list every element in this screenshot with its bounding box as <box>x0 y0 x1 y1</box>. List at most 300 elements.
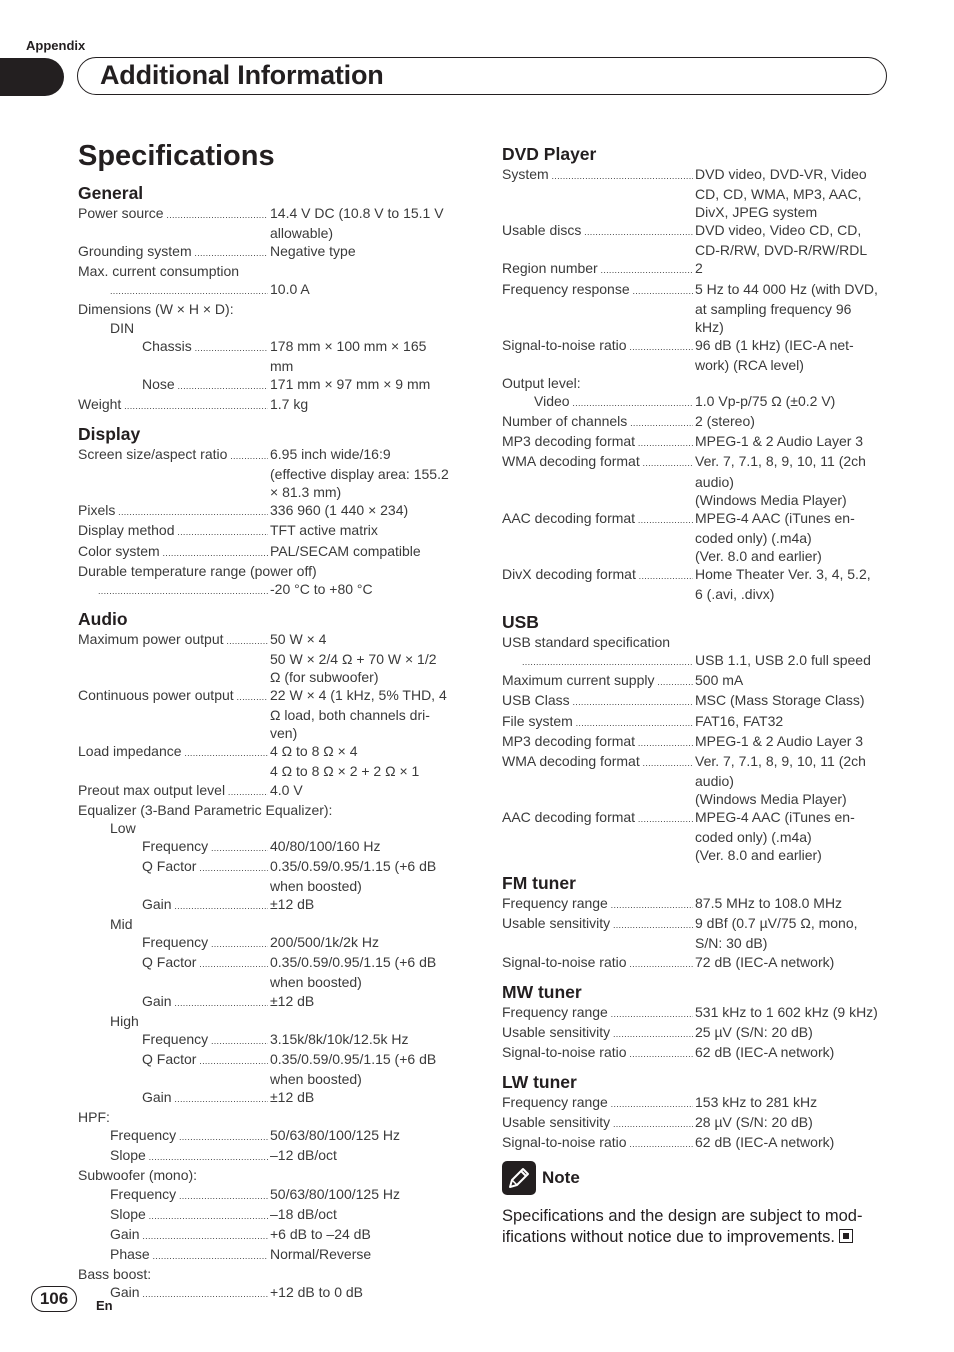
spec-label-text: Region number <box>502 260 598 277</box>
spec-label <box>78 521 268 541</box>
spec-value: 2 (stereo) <box>695 413 755 430</box>
spec-label <box>502 392 693 412</box>
spec-row <box>502 914 892 934</box>
spec-label-text: Gain <box>142 992 172 1009</box>
spec-label <box>502 432 693 452</box>
spec-label <box>78 1146 268 1166</box>
spec-label <box>78 501 268 521</box>
spec-value-continued: × 81.3 mm) <box>270 484 342 501</box>
spec-row <box>502 1133 892 1153</box>
spec-list <box>502 1093 892 1153</box>
spec-row <box>78 501 464 521</box>
spec-row <box>502 452 892 472</box>
spec-label <box>502 1003 693 1023</box>
spec-row <box>502 712 892 732</box>
spec-label-text: Chassis <box>142 337 192 354</box>
spec-section-fm-tuner <box>502 872 892 972</box>
spec-label <box>78 895 268 915</box>
spec-value: 28 µV (S/N: 20 dB) <box>695 1114 813 1131</box>
spec-label-text: Q Factor <box>142 1050 197 1067</box>
spec-label <box>78 1088 268 1108</box>
section-heading: DVD Player <box>502 144 597 164</box>
spec-value: 10.0 A <box>270 281 310 298</box>
spec-value-continued: Ω load, both channels dri- <box>270 707 430 724</box>
spec-value: 2 <box>695 260 703 277</box>
spec-label-text: Usable discs <box>502 222 582 239</box>
spec-row <box>502 1113 892 1133</box>
spec-label <box>502 1043 693 1063</box>
appendix-label: Appendix <box>26 38 86 53</box>
spec-label-text: DivX decoding format <box>502 565 636 582</box>
section-heading: FM tuner <box>502 873 576 894</box>
spec-label <box>78 242 268 262</box>
spec-value: +12 dB to 0 dB <box>270 1283 364 1300</box>
spec-text: Bass boost: <box>78 1265 152 1282</box>
section-heading: General <box>78 183 144 203</box>
spec-value-continued: when boosted) <box>270 1070 362 1087</box>
spec-label-text: Continuous power output <box>78 687 234 704</box>
spec-value: ±12 dB <box>270 896 315 913</box>
spec-row <box>502 259 892 279</box>
spec-row <box>78 953 464 973</box>
spec-value: MSC (Mass Storage Class) <box>695 692 865 709</box>
page-title: Specifications <box>78 140 275 172</box>
spec-label <box>78 1205 268 1225</box>
spec-value: 4.0 V <box>270 781 303 798</box>
spec-label <box>78 580 268 600</box>
spec-value: 9 dBf (0.7 µV/75 Ω, mono, <box>695 915 858 932</box>
note-header <box>502 1161 892 1195</box>
spec-label-text: MP3 decoding format <box>502 732 636 749</box>
spec-row <box>502 1023 892 1043</box>
end-of-section-icon <box>839 1229 853 1243</box>
spec-label-text: Color system <box>78 542 160 559</box>
spec-value: 50 W × 4 <box>270 630 327 647</box>
section-header <box>77 57 887 95</box>
spec-label <box>502 280 693 300</box>
spec-label-text: Frequency range <box>502 1003 608 1020</box>
spec-row <box>78 375 464 395</box>
spec-text: Low <box>110 819 136 836</box>
spec-label <box>502 165 693 185</box>
spec-row <box>78 1225 464 1245</box>
spec-value: Normal/Reverse <box>270 1245 372 1262</box>
spec-row <box>78 242 464 262</box>
spec-label-text: Signal-to-noise ratio <box>502 336 627 353</box>
spec-value: 171 mm × 97 mm × 9 mm <box>270 375 431 392</box>
spec-value-continued: at sampling frequency 96 <box>695 300 852 317</box>
spec-label-text: Slope <box>110 1147 146 1164</box>
spec-text: Output level: <box>502 375 581 392</box>
spec-list <box>78 445 464 600</box>
spec-value: MPEG-4 AAC (iTunes en- <box>695 809 855 825</box>
spec-value: MPEG-1 & 2 Audio Layer 3 <box>695 433 864 450</box>
spec-value-continued: kHz) <box>695 318 724 335</box>
spec-label <box>502 651 693 671</box>
spec-label <box>502 1113 693 1133</box>
spec-value-continued: allowable) <box>270 225 334 242</box>
spec-row <box>78 1030 464 1050</box>
spec-value: DVD video, DVD-VR, Video <box>695 166 867 182</box>
spec-row <box>502 671 892 691</box>
spec-label <box>78 953 268 973</box>
spec-label <box>78 337 268 357</box>
spec-label <box>78 837 268 857</box>
spec-label-text: WMA decoding format <box>502 453 640 470</box>
spec-label <box>78 1050 268 1070</box>
spec-label-text: Usable sensitivity <box>502 1023 611 1040</box>
spec-label-text: Signal-to-noise ratio <box>502 1043 627 1060</box>
spec-label-text: MP3 decoding format <box>502 433 636 450</box>
section-heading: LW tuner <box>502 1071 577 1092</box>
spec-label-text: File system <box>502 712 573 729</box>
spec-label <box>502 671 693 691</box>
spec-list <box>502 1003 892 1063</box>
spec-value: PAL/SECAM compatible <box>270 542 421 559</box>
right-column <box>502 143 892 1248</box>
spec-value-continued: (Windows Media Player) <box>695 790 847 807</box>
spec-label-text: Usable sensitivity <box>502 1114 611 1131</box>
spec-row <box>502 432 892 452</box>
page-language: En <box>96 1298 113 1313</box>
spec-list <box>502 894 892 972</box>
spec-value: 6.95 inch wide/16:9 <box>270 446 391 463</box>
spec-label <box>78 1030 268 1050</box>
note-body: Specifications and the design are subject to mod-ifications without notice due to improvements. <box>502 1207 863 1247</box>
spec-row <box>78 337 464 357</box>
spec-row <box>78 1050 464 1070</box>
spec-value-continued: 50 W × 2/4 Ω + 70 W × 1/2 <box>270 650 437 667</box>
spec-text: DIN <box>110 319 135 336</box>
spec-value: -20 °C to +80 °C <box>270 580 373 597</box>
spec-label <box>502 221 693 241</box>
spec-value: 1.7 kg <box>270 395 309 412</box>
spec-value-continued: (effective display area: 155.2 <box>270 466 449 483</box>
spec-row <box>502 165 892 185</box>
spec-list <box>78 204 464 415</box>
spec-value-continued: audio) <box>695 473 734 490</box>
spec-label-text: Q Factor <box>142 954 197 971</box>
spec-value: 14.4 V DC (10.8 V to 15.1 V <box>270 205 444 221</box>
spec-section-audio <box>78 608 464 1303</box>
left-column <box>78 182 464 1303</box>
spec-label <box>502 509 693 529</box>
spec-text: Max. current consumption <box>78 263 240 280</box>
spec-label <box>78 857 268 877</box>
right-column-sections <box>502 143 892 1153</box>
spec-label <box>502 1133 693 1153</box>
spec-label-text: Phase <box>110 1245 150 1262</box>
spec-value: 50/63/80/100/125 Hz <box>270 1127 400 1144</box>
spec-value: 3.15k/8k/10k/12.5k Hz <box>270 1030 409 1047</box>
spec-row <box>78 1126 464 1146</box>
section-header-title: Additional Information <box>100 60 384 90</box>
section-heading: MW tuner <box>502 981 582 1002</box>
spec-label-text: Signal-to-noise ratio <box>502 953 627 970</box>
spec-label-text: Gain <box>142 896 172 913</box>
spec-label-text: Display method <box>78 522 175 539</box>
spec-label-text: Nose <box>142 375 175 392</box>
spec-value: MPEG-4 AAC (iTunes en- <box>695 509 855 526</box>
spec-label-text: AAC decoding format <box>502 809 636 825</box>
spec-row <box>502 412 892 432</box>
spec-row <box>78 1283 464 1303</box>
spec-section-general <box>78 182 464 415</box>
spec-value-continued: S/N: 30 dB) <box>695 935 768 952</box>
spec-value-continued: ven) <box>270 725 298 742</box>
spec-value-continued: 4 Ω to 8 Ω × 2 + 2 Ω × 1 <box>270 763 420 780</box>
section-tab-marker <box>0 58 64 96</box>
spec-label-text: Frequency <box>142 1030 209 1047</box>
spec-row <box>78 445 464 465</box>
spec-label <box>502 565 693 585</box>
spec-row <box>78 742 464 762</box>
spec-label-text: Frequency range <box>502 895 608 912</box>
spec-text: Mid <box>110 916 133 933</box>
spec-value-continued: when boosted) <box>270 974 362 991</box>
spec-text: Subwoofer (mono): <box>78 1167 198 1184</box>
spec-value: 200/500/1k/2k Hz <box>270 934 379 951</box>
spec-label <box>78 204 268 224</box>
spec-label-text: Frequency <box>142 934 209 951</box>
spec-list <box>502 633 892 864</box>
spec-value: Negative type <box>270 243 356 260</box>
spec-value: –12 dB/oct <box>270 1147 337 1164</box>
spec-value-continued: Ω (for subwoofer) <box>270 668 379 685</box>
spec-row <box>502 221 892 241</box>
spec-value-continued: CD, CD, WMA, MP3, AAC, <box>695 186 862 203</box>
spec-row <box>78 521 464 541</box>
spec-row <box>502 280 892 300</box>
note-text <box>502 1206 894 1248</box>
spec-label <box>502 894 693 914</box>
spec-text: HPF: <box>78 1109 110 1126</box>
note-label: Note <box>542 1168 580 1188</box>
spec-label-text: Gain <box>110 1283 140 1300</box>
spec-value: Home Theater Ver. 3, 4, 5.2, <box>695 565 871 582</box>
spec-label-text: Screen size/aspect ratio <box>78 446 228 463</box>
spec-value: 1.0 Vp-p/75 Ω (±0.2 V) <box>695 393 836 410</box>
spec-value: 25 µV (S/N: 20 dB) <box>695 1023 813 1040</box>
spec-section-display <box>78 423 464 600</box>
spec-label <box>502 452 693 472</box>
spec-label-text: Load impedance <box>78 743 182 760</box>
spec-value: ±12 dB <box>270 992 315 1009</box>
pencil-icon <box>502 1161 536 1195</box>
spec-label <box>78 933 268 953</box>
page-number: 106 <box>31 1286 77 1312</box>
spec-value: 336 960 (1 440 × 234) <box>270 502 409 519</box>
spec-value-continued: 6 (.avi, .divx) <box>695 586 775 603</box>
spec-value-continued: CD-R/RW, DVD-R/RW/RDL <box>695 242 868 259</box>
spec-text: Dimensions (W × H × D): <box>78 301 234 318</box>
spec-list <box>78 630 464 1303</box>
spec-label-text: Signal-to-noise ratio <box>502 1134 627 1151</box>
spec-label-text: Frequency <box>110 1127 177 1144</box>
spec-label-text: Maximum power output <box>78 630 224 647</box>
spec-row <box>78 1088 464 1108</box>
spec-text: High <box>110 1012 139 1029</box>
spec-row <box>502 1093 892 1113</box>
spec-label-text: Q Factor <box>142 857 197 874</box>
spec-row <box>502 392 892 412</box>
spec-label-text: AAC decoding format <box>502 509 636 526</box>
section-heading: Audio <box>78 608 128 629</box>
spec-label-text: Video <box>534 393 570 410</box>
spec-row <box>78 1185 464 1205</box>
spec-value: 5 Hz to 44 000 Hz (with DVD, <box>695 280 878 297</box>
spec-label <box>502 691 693 711</box>
spec-row <box>78 992 464 1012</box>
spec-text: Durable temperature range (power off) <box>78 562 317 579</box>
spec-row <box>78 395 464 415</box>
spec-row <box>78 204 464 224</box>
spec-row <box>78 857 464 877</box>
spec-label <box>502 953 693 973</box>
spec-label-text: Frequency response <box>502 280 630 297</box>
spec-row <box>78 630 464 650</box>
spec-value: 62 dB (IEC-A network) <box>695 1134 835 1151</box>
spec-value: 500 mA <box>695 672 744 689</box>
spec-row <box>502 651 892 671</box>
spec-value: 0.35/0.59/0.95/1.15 (+6 dB <box>270 1050 437 1067</box>
spec-value: DVD video, Video CD, CD, <box>695 222 862 239</box>
spec-section-mw-tuner <box>502 981 892 1063</box>
spec-row <box>78 580 464 600</box>
spec-value-continued: when boosted) <box>270 878 362 894</box>
spec-row <box>78 781 464 801</box>
spec-label <box>78 395 268 415</box>
spec-label-text: USB Class <box>502 692 570 709</box>
spec-label-text: System <box>502 166 549 182</box>
spec-label <box>78 375 268 395</box>
spec-row <box>502 752 892 772</box>
spec-row <box>502 1043 892 1063</box>
spec-value: USB 1.1, USB 2.0 full speed <box>695 652 871 669</box>
spec-label <box>502 336 693 356</box>
spec-row <box>502 509 892 529</box>
spec-label <box>502 1093 693 1113</box>
spec-row <box>78 895 464 915</box>
spec-label-text: WMA decoding format <box>502 752 640 769</box>
spec-value: Ver. 7, 7.1, 8, 9, 10, 11 (2ch <box>695 453 866 470</box>
spec-value-continued: (Windows Media Player) <box>695 491 847 508</box>
spec-value: FAT16, FAT32 <box>695 712 784 729</box>
spec-section-usb <box>502 611 892 864</box>
spec-label <box>502 1023 693 1043</box>
spec-label-text: Gain <box>142 1089 172 1106</box>
spec-value-continued: (Ver. 8.0 and earlier) <box>695 547 822 564</box>
spec-row <box>78 1245 464 1265</box>
spec-label-text: Number of channels <box>502 413 628 430</box>
spec-label <box>78 542 268 562</box>
spec-label <box>78 1126 268 1146</box>
spec-list <box>502 165 892 603</box>
spec-value-continued: coded only) (.m4a) <box>695 529 812 546</box>
spec-value-continued: DivX, JPEG system <box>695 204 818 221</box>
spec-label-text: Power source <box>78 205 164 221</box>
spec-row <box>78 837 464 857</box>
spec-label-text: Preout max output level <box>78 781 226 798</box>
spec-value: 0.35/0.59/0.95/1.15 (+6 dB <box>270 857 437 874</box>
spec-value: ±12 dB <box>270 1089 315 1106</box>
spec-section-lw-tuner <box>502 1071 892 1153</box>
spec-row <box>502 808 892 828</box>
spec-row <box>78 1205 464 1225</box>
spec-value: 87.5 MHz to 108.0 MHz <box>695 895 843 912</box>
spec-label <box>502 412 693 432</box>
spec-value: 22 W × 4 (1 kHz, 5% THD, 4 <box>270 687 447 704</box>
spec-label <box>78 1225 268 1245</box>
spec-label <box>502 732 693 752</box>
spec-label-text: Frequency range <box>502 1093 608 1110</box>
spec-label <box>502 712 693 732</box>
spec-value: 0.35/0.59/0.95/1.15 (+6 dB <box>270 954 437 971</box>
spec-label <box>502 259 693 279</box>
spec-value: 178 mm × 100 mm × 165 <box>270 337 427 354</box>
spec-text: USB standard specification <box>502 634 671 651</box>
spec-label <box>78 280 268 300</box>
spec-label <box>78 630 268 650</box>
section-heading: Display <box>78 424 141 445</box>
spec-value: 531 kHz to 1 602 kHz (9 kHz) <box>695 1003 878 1020</box>
spec-value: 50/63/80/100/125 Hz <box>270 1185 400 1202</box>
spec-label-text: Pixels <box>78 502 116 519</box>
spec-label <box>78 781 268 801</box>
spec-label <box>78 445 268 465</box>
spec-row <box>502 565 892 585</box>
spec-value: 62 dB (IEC-A network) <box>695 1043 835 1060</box>
spec-label <box>78 992 268 1012</box>
spec-value: +6 dB to –24 dB <box>270 1225 371 1242</box>
spec-value-continued: mm <box>270 357 294 374</box>
spec-row <box>502 1003 892 1023</box>
spec-label <box>502 914 693 934</box>
spec-row <box>78 542 464 562</box>
spec-label <box>78 1245 268 1265</box>
spec-row <box>78 933 464 953</box>
spec-row <box>78 280 464 300</box>
spec-value: Ver. 7, 7.1, 8, 9, 10, 11 (2ch <box>695 752 866 769</box>
spec-value-continued: coded only) (.m4a) <box>695 829 812 846</box>
spec-label-text: Frequency <box>142 837 209 854</box>
spec-value-continued: work) (RCA level) <box>695 356 804 373</box>
spec-row <box>78 686 464 706</box>
spec-label <box>78 742 268 762</box>
spec-row <box>502 953 892 973</box>
spec-label-text: Weight <box>78 395 122 412</box>
spec-label <box>78 686 268 706</box>
spec-value: MPEG-1 & 2 Audio Layer 3 <box>695 732 864 749</box>
spec-label <box>78 1185 268 1205</box>
spec-label-text: Frequency <box>110 1185 177 1202</box>
spec-value: 40/80/100/160 Hz <box>270 837 381 854</box>
spec-row <box>502 691 892 711</box>
spec-value: TFT active matrix <box>270 522 378 539</box>
spec-label-text: Maximum current supply <box>502 672 655 689</box>
spec-text: Equalizer (3-Band Parametric Equalizer): <box>78 801 333 818</box>
section-heading: USB <box>502 612 539 633</box>
spec-row <box>78 1146 464 1166</box>
spec-label <box>502 752 693 772</box>
spec-row <box>502 894 892 914</box>
spec-value: 153 kHz to 281 kHz <box>695 1093 818 1110</box>
spec-label-text: Gain <box>110 1225 140 1242</box>
spec-row <box>502 732 892 752</box>
spec-value: 4 Ω to 8 Ω × 4 <box>270 743 358 760</box>
spec-value: 72 dB (IEC-A network) <box>695 953 835 970</box>
spec-section-dvd-player <box>502 143 892 603</box>
